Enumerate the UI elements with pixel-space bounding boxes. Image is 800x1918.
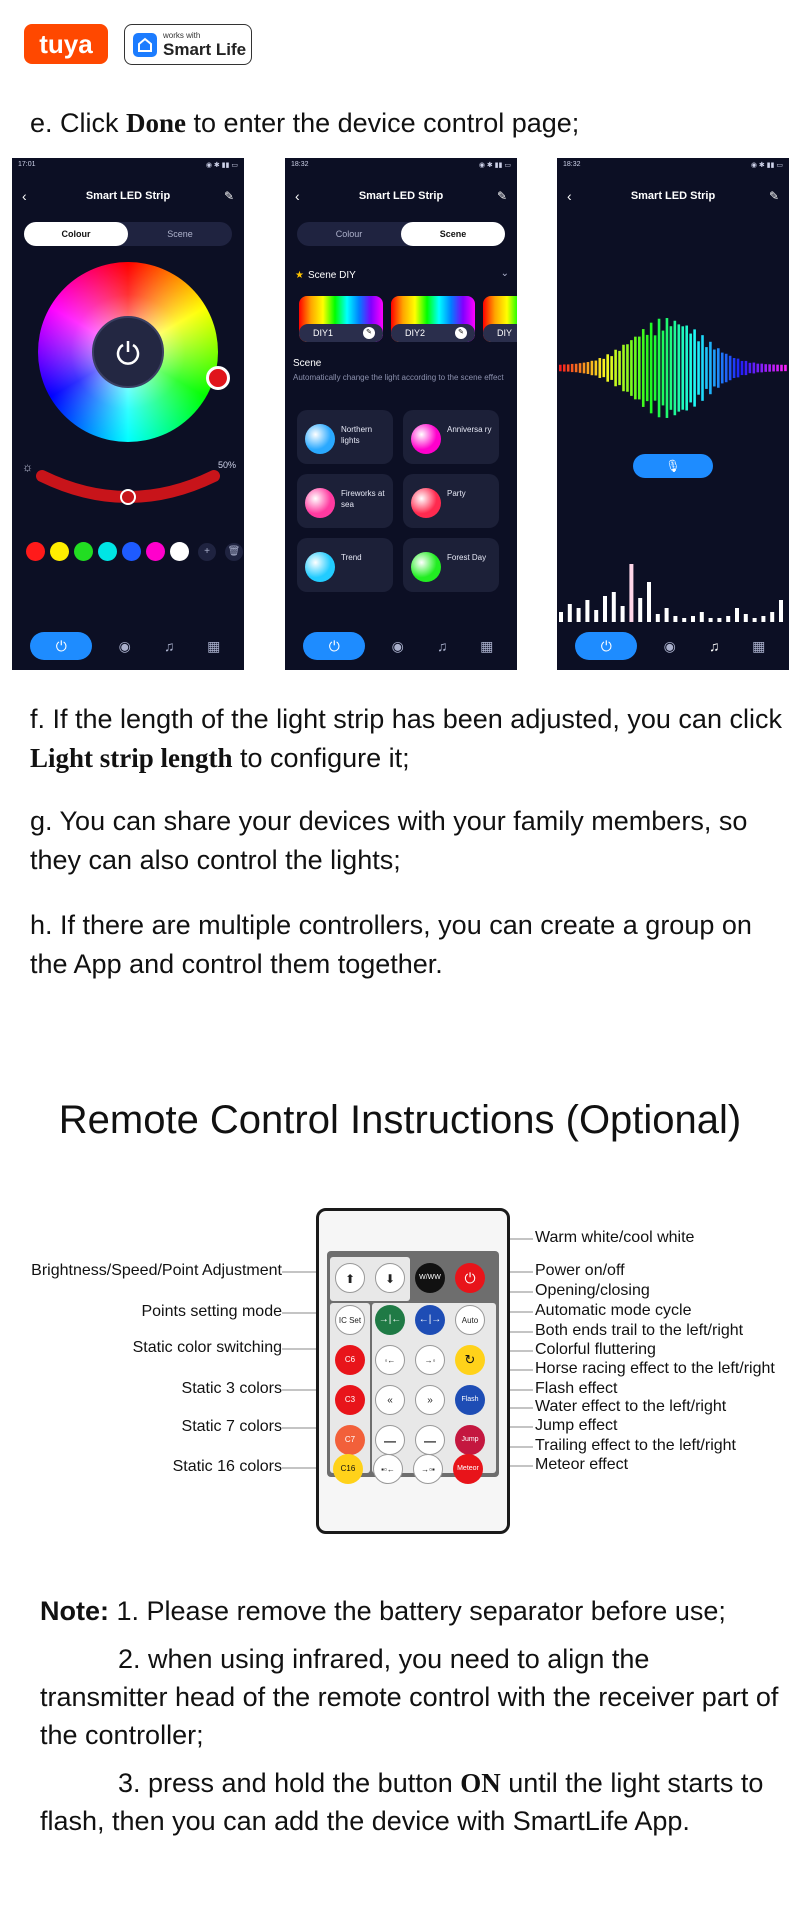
both-ends-trail-button[interactable]	[375, 1305, 405, 1335]
visualizer-bar	[662, 331, 665, 406]
status-time: 17:01	[18, 161, 36, 168]
label-auto-mode: Automatic mode cycle	[535, 1302, 692, 1319]
nav-power-icon[interactable]: ⏻	[575, 632, 637, 660]
remote-control	[316, 1208, 510, 1534]
visualizer-bar	[749, 363, 752, 373]
visualizer-bar	[757, 364, 760, 373]
status-time: 18:32	[563, 161, 581, 168]
diy-label-3: DIY	[483, 324, 517, 342]
label-horse-racing: Horse racing effect to the left/right	[535, 1360, 775, 1377]
scene-color-dot	[411, 552, 441, 582]
visualizer-bar	[764, 364, 767, 372]
step-e-bold: Done	[126, 108, 187, 138]
visualizer-bar	[733, 358, 736, 378]
color-swatch[interactable]	[50, 542, 69, 561]
note-line-3	[40, 1764, 780, 1840]
chevron-right-icon: »	[427, 1395, 433, 1406]
visualizer-bar	[697, 341, 700, 394]
scene-name: Anniversa ry	[447, 425, 492, 434]
cycle-icon: ↻	[464, 1352, 476, 1367]
mode-tabs	[297, 222, 505, 246]
scene-name: Trend	[341, 553, 362, 562]
scene-name: Fireworks at sea	[341, 489, 385, 509]
scene-description: Automatically change the light according to the scene effect	[293, 373, 504, 382]
scene-card[interactable]	[403, 538, 499, 592]
label-jump: Jump effect	[535, 1417, 618, 1434]
diy-card-1[interactable]	[299, 296, 383, 342]
bottom-nav	[557, 622, 789, 670]
visualizer-bar	[721, 353, 724, 384]
visualizer-bar	[587, 362, 590, 374]
nav-music-icon[interactable]: ♫	[709, 638, 720, 654]
back-icon[interactable]: ‹	[567, 188, 572, 204]
colorful-flutter-button[interactable]	[455, 1345, 485, 1375]
scene-name: Northern lights	[341, 425, 373, 445]
level-bar	[594, 610, 598, 622]
scene-heading: Scene	[293, 358, 322, 369]
visualizer-bar	[678, 324, 681, 411]
color-swatch[interactable]	[74, 542, 93, 561]
status-bar	[12, 158, 244, 172]
visualizer-bar	[567, 364, 570, 371]
step-g: g. You can share your devices with your family members, so they can also control the lights;	[30, 806, 748, 875]
label-colorful: Colorful fluttering	[535, 1341, 656, 1358]
status-icons: ◉ ✱ ▮▮ ▭	[205, 162, 238, 169]
visualizer-bar	[709, 342, 712, 394]
level-bar	[612, 592, 616, 622]
scene-card[interactable]	[297, 410, 393, 464]
visualizer-bar	[670, 326, 673, 410]
auto-button[interactable]: Auto	[455, 1305, 485, 1335]
brightness-slider[interactable]	[36, 468, 220, 508]
scene-diy-label: Scene DIY	[307, 270, 356, 281]
chevron-left-icon: «	[387, 1395, 393, 1406]
nav-grid-icon[interactable]: ▦	[752, 637, 766, 654]
power-icon: ⏻	[464, 1270, 476, 1286]
step-h: h. If there are multiple controllers, you can create a group on the App and control them together.	[30, 910, 752, 979]
step-f-prefix: f. If the length of the light strip has been adjusted, you can click	[30, 704, 782, 734]
visualizer-bar	[776, 365, 779, 372]
microphone-icon: 🎙	[665, 459, 681, 473]
brightness-up-button[interactable]: ⬆	[335, 1263, 365, 1293]
level-bar	[638, 598, 642, 622]
visualizer-bar	[602, 359, 605, 377]
ic-set-button[interactable]: IC Set	[335, 1305, 365, 1335]
brightness-down-button[interactable]: ⬇	[375, 1263, 405, 1293]
scene-color-dot	[411, 488, 441, 518]
scene-card[interactable]	[297, 538, 393, 592]
visualizer-bar	[681, 326, 684, 409]
level-bar	[700, 612, 704, 622]
note-line-1-text: 1. Please remove the battery separator before use;	[109, 1596, 726, 1626]
visualizer-bar	[642, 329, 645, 407]
scene-color-dot	[411, 424, 441, 454]
label-static-16: Static 16 colors	[172, 1458, 282, 1475]
color-swatch[interactable]	[170, 542, 189, 561]
nav-power-icon[interactable]: ⏻	[303, 632, 365, 660]
visualizer-bar	[689, 334, 692, 403]
level-bar	[559, 612, 563, 622]
visualizer-bar	[559, 365, 562, 372]
pencil-icon[interactable]: ✎	[363, 327, 375, 339]
visualizer-bar	[725, 354, 728, 382]
trash-icon[interactable]: 🗑	[225, 543, 243, 561]
nav-bulb-icon[interactable]: ◉	[118, 637, 131, 654]
visualizer-bar	[606, 354, 609, 381]
scene-diy-header[interactable]	[295, 270, 356, 281]
label-power: Power on/off	[535, 1262, 625, 1279]
arrow-right-icon: →◦	[424, 1356, 436, 1365]
step-f-suffix: to configure it;	[232, 743, 410, 773]
visualizer-bar	[638, 337, 641, 400]
tab-colour[interactable]: Colour	[24, 222, 128, 246]
dash-icon: —	[424, 1434, 436, 1448]
microphone-button[interactable]	[633, 454, 713, 478]
scene-name: Party	[447, 489, 466, 498]
visualizer-bar	[693, 329, 696, 406]
diy-label-1: DIY1	[299, 324, 383, 342]
visualizer-bar	[618, 351, 621, 385]
add-icon[interactable]: +	[198, 543, 216, 561]
power-icon	[113, 337, 143, 367]
trailing-right-button[interactable]	[413, 1454, 443, 1484]
visualizer-bar	[741, 361, 744, 375]
label-brightness-speed: Brightness/Speed/Point Adjustment	[31, 1262, 282, 1279]
level-bar	[647, 582, 651, 622]
opening-closing-button[interactable]	[415, 1305, 445, 1335]
edit-icon[interactable]: ✎	[223, 189, 234, 203]
visualizer-bar	[579, 363, 582, 373]
audio-level-bars	[557, 558, 789, 622]
tuya-logo	[24, 24, 108, 64]
note-line-1	[40, 1592, 780, 1630]
level-bar	[577, 608, 581, 622]
tab-scene[interactable]: Scene	[401, 222, 505, 246]
label-both-ends: Both ends trail to the left/right	[535, 1322, 744, 1339]
color-wheel-thumb[interactable]	[206, 366, 230, 390]
visualizer-bar	[780, 365, 783, 371]
arrows-icon: ←|→	[418, 1314, 442, 1325]
scene-name: Forest Day	[447, 553, 487, 562]
visualizer-bar	[595, 361, 598, 376]
phone-music-screen	[557, 158, 789, 670]
scene-color-dot	[305, 552, 335, 582]
visualizer-bar	[654, 335, 657, 400]
nav-music-icon[interactable]: ♫	[437, 638, 448, 654]
smart-life-small-text: works with	[163, 30, 201, 40]
chevron-down-icon[interactable]: ⌄	[500, 268, 509, 279]
static-c16-button[interactable]: C16	[333, 1454, 363, 1484]
static-c3-button[interactable]: C3	[335, 1385, 365, 1415]
nav-grid-icon[interactable]: ▦	[207, 637, 221, 654]
trail-left-icon: ▪▫←	[381, 1465, 395, 1474]
warm-white-button[interactable]: W/WW	[415, 1263, 445, 1293]
status-time: 18:32	[291, 161, 309, 168]
flash-button[interactable]: Flash	[455, 1385, 485, 1415]
status-icons: ◉ ✱ ▮▮ ▭	[478, 162, 511, 169]
label-static-3: Static 3 colors	[181, 1380, 282, 1397]
scene-color-dot	[305, 424, 335, 454]
phone-colour-screen	[12, 158, 244, 670]
power-button[interactable]	[92, 316, 164, 388]
status-bar	[557, 158, 789, 172]
status-bar	[285, 158, 517, 172]
visualizer-bar	[717, 348, 720, 388]
section-title: Remote Control Instructions (Optional)	[58, 1098, 742, 1142]
visualizer-bar	[634, 337, 637, 400]
level-bar	[779, 600, 783, 622]
device-title: Smart LED Strip	[630, 190, 716, 202]
smart-life-logo	[124, 24, 252, 65]
arrows-icon: →|←	[378, 1314, 402, 1325]
mode-tabs	[24, 222, 232, 246]
brightness-icon: ☼	[22, 460, 33, 474]
visualizer-bar	[626, 344, 629, 391]
visualizer-bar	[646, 335, 649, 401]
visualizer-bar	[614, 350, 617, 387]
visualizer-bar	[784, 365, 787, 371]
trailing-left-button[interactable]	[373, 1454, 403, 1484]
label-static-color-switching: Static color switching	[132, 1339, 282, 1356]
visualizer-bar	[713, 350, 716, 387]
edit-icon[interactable]: ✎	[496, 189, 507, 203]
device-title: Smart LED Strip	[85, 190, 171, 202]
visualizer-bar	[630, 340, 633, 396]
nav-bulb-icon[interactable]: ◉	[663, 637, 676, 654]
scene-card[interactable]	[403, 410, 499, 464]
meteor-button[interactable]: Meteor	[453, 1454, 483, 1484]
horse-right-button[interactable]	[415, 1385, 445, 1415]
visualizer-bar	[760, 364, 763, 373]
home-icon	[133, 33, 157, 57]
visualizer-bar	[575, 364, 578, 372]
back-icon[interactable]: ‹	[295, 188, 300, 204]
step-e-suffix: to enter the device control page;	[186, 108, 580, 138]
visualizer-bar	[772, 365, 775, 372]
right-effect-button[interactable]	[415, 1345, 445, 1375]
level-bar	[770, 612, 774, 622]
trail-right-icon: →▫▪	[421, 1465, 435, 1474]
scene-card[interactable]	[297, 474, 393, 528]
visualizer-bar	[753, 363, 756, 374]
static-c7-button[interactable]: C7	[335, 1425, 365, 1455]
level-bar	[656, 614, 660, 622]
visualizer-bar	[610, 356, 613, 380]
nav-music-icon[interactable]: ♫	[164, 638, 175, 654]
dash-icon: —	[384, 1434, 396, 1448]
step-e-prefix: e. Click	[30, 108, 127, 138]
scene-card[interactable]	[403, 474, 499, 528]
status-icons: ◉ ✱ ▮▮ ▭	[750, 162, 783, 169]
visualizer-bar	[658, 319, 661, 418]
level-bar	[665, 608, 669, 622]
color-swatch[interactable]	[98, 542, 117, 561]
visualizer-bar	[591, 361, 594, 375]
note-line-3-bold: ON	[460, 1768, 501, 1798]
level-bar	[603, 596, 607, 622]
label-flash: Flash effect	[535, 1380, 618, 1397]
step-f	[30, 700, 790, 778]
label-meteor: Meteor effect	[535, 1456, 629, 1473]
visualizer-bar	[666, 318, 669, 418]
water-left-button[interactable]	[375, 1425, 405, 1455]
visualizer-bar	[701, 335, 704, 401]
bottom-nav	[12, 622, 244, 670]
level-bar	[568, 604, 572, 622]
step-e	[30, 104, 579, 143]
visualizer-bar	[650, 323, 653, 414]
label-opening-closing: Opening/closing	[535, 1282, 650, 1299]
nav-bulb-icon[interactable]: ◉	[391, 637, 404, 654]
color-swatches	[26, 542, 243, 561]
level-bar	[744, 614, 748, 622]
color-swatch[interactable]	[122, 542, 141, 561]
diy-card-3[interactable]	[483, 296, 517, 342]
level-bar	[735, 608, 739, 622]
visualizer-bar	[571, 364, 574, 372]
visualizer-bar	[674, 321, 677, 416]
diy-label-2: DIY2	[391, 324, 475, 342]
star-icon: ★	[295, 270, 304, 281]
visualizer-bar	[563, 364, 566, 371]
visualizer-bar	[685, 326, 688, 411]
color-swatch[interactable]	[146, 542, 165, 561]
label-static-7: Static 7 colors	[181, 1418, 282, 1435]
phone-scene-screen	[285, 158, 517, 670]
scene-color-dot	[305, 488, 335, 518]
nav-grid-icon[interactable]: ▦	[480, 637, 494, 654]
brightness-value: 50%	[217, 460, 236, 470]
tuya-logo-text: tuya	[39, 28, 93, 59]
label-points-setting: Points setting mode	[141, 1303, 282, 1320]
water-right-button[interactable]	[415, 1425, 445, 1455]
visualizer-bar	[599, 358, 602, 378]
note-line-2: 2. when using infrared, you need to align the transmitter head of the remote control with the receiver part of the controller;	[40, 1644, 779, 1750]
visualizer-bar	[737, 359, 740, 378]
level-bar	[629, 564, 633, 622]
left-effect-button[interactable]	[375, 1345, 405, 1375]
step-f-bold: Light strip length	[30, 743, 233, 773]
edit-icon[interactable]: ✎	[768, 189, 779, 203]
note-label: Note:	[40, 1596, 109, 1626]
smart-life-big-text: Smart Life	[163, 39, 247, 59]
device-title: Smart LED Strip	[358, 190, 444, 202]
note-line-3-suffix: until the light starts to flash, then you can add the device with SmartLife App.	[40, 1768, 764, 1836]
static-c6-button[interactable]: C6	[335, 1345, 365, 1375]
label-warm-white: Warm white/cool white	[535, 1229, 695, 1246]
power-button[interactable]	[455, 1263, 485, 1293]
nav-power-icon[interactable]: ⏻	[30, 632, 92, 660]
jump-button[interactable]: Jump	[455, 1425, 485, 1455]
pencil-icon[interactable]: ✎	[455, 327, 467, 339]
visualizer-bar	[729, 356, 732, 380]
music-visualizer	[557, 308, 789, 428]
visualizer-bar	[745, 361, 748, 375]
level-bar	[621, 606, 625, 622]
horse-left-button[interactable]	[375, 1385, 405, 1415]
visualizer-bar	[768, 364, 771, 371]
color-swatch[interactable]	[26, 542, 45, 561]
note-line-3-prefix: 3. press and hold the button	[118, 1768, 461, 1798]
tab-colour[interactable]: Colour	[335, 229, 363, 239]
label-water: Water effect to the left/right	[535, 1398, 727, 1415]
arrow-left-icon: ◦←	[384, 1356, 396, 1365]
back-icon[interactable]: ‹	[22, 188, 27, 204]
visualizer-bar	[583, 363, 586, 374]
diy-card-2[interactable]	[391, 296, 475, 342]
visualizer-bar	[622, 345, 625, 391]
tab-scene[interactable]: Scene	[167, 229, 193, 239]
visualizer-bar	[705, 347, 708, 389]
level-bar	[585, 600, 589, 622]
label-trailing: Trailing effect to the left/right	[535, 1437, 736, 1454]
bottom-nav	[285, 622, 517, 670]
